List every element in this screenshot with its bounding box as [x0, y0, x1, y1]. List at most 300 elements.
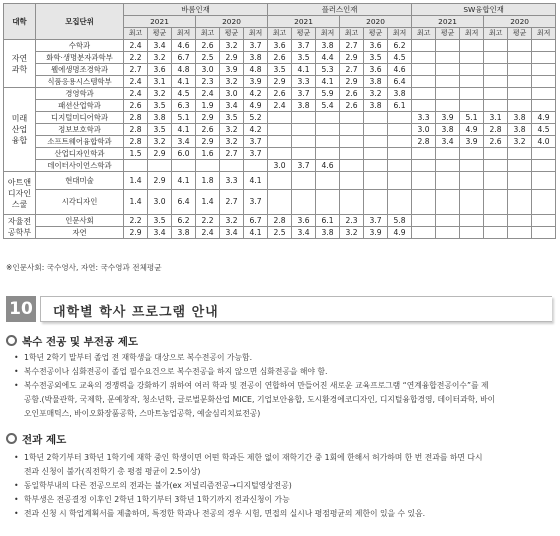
- list-item-continuation: 전과 신청이 불가(직전학기 총 평점 평균이 2.5이상): [24, 467, 201, 476]
- score-cell: [484, 100, 508, 112]
- score-cell: 2.5: [268, 227, 292, 239]
- score-cell: [364, 172, 388, 190]
- score-cell: 3.9: [436, 112, 460, 124]
- score-cell: 3.6: [364, 64, 388, 76]
- score-cell: [316, 112, 340, 124]
- score-cell: 3.5: [220, 112, 244, 124]
- score-cell: 4.8: [244, 64, 268, 76]
- score-cell: 3.8: [148, 112, 172, 124]
- score-cell: 3.3: [292, 76, 316, 88]
- score-cell: 3.4: [220, 100, 244, 112]
- score-cell: 3.8: [508, 112, 532, 124]
- unit-cell: 패션산업학과: [36, 100, 124, 112]
- stat-header: 최저: [532, 28, 556, 40]
- score-cell: [508, 76, 532, 88]
- score-cell: [340, 160, 364, 172]
- score-cell: [532, 76, 556, 88]
- section-title: 대학별 학사 프로그램 안내: [53, 305, 219, 320]
- score-cell: 3.4: [436, 136, 460, 148]
- score-cell: [316, 148, 340, 160]
- score-cell: 2.4: [196, 88, 220, 100]
- score-cell: 6.4: [388, 76, 412, 88]
- score-cell: 2.8: [124, 136, 148, 148]
- score-cell: 5.8: [388, 215, 412, 227]
- score-cell: 2.4: [124, 40, 148, 52]
- score-cell: [508, 64, 532, 76]
- score-cell: [532, 172, 556, 190]
- score-cell: [364, 136, 388, 148]
- score-cell: [460, 52, 484, 64]
- score-cell: 3.7: [292, 88, 316, 100]
- score-cell: 4.6: [388, 64, 412, 76]
- score-cell: 2.9: [196, 136, 220, 148]
- stat-header: 평균: [220, 28, 244, 40]
- score-cell: [388, 112, 412, 124]
- score-cell: [388, 148, 412, 160]
- score-cell: 2.4: [196, 227, 220, 239]
- list-item-continuation: 오인포매틱스, 바이오화장품공학, 스마트농업공학, 예술심리치료전공): [24, 409, 261, 418]
- stat-header: 최고: [340, 28, 364, 40]
- score-cell: [508, 160, 532, 172]
- score-cell: [364, 148, 388, 160]
- score-cell: [532, 160, 556, 172]
- score-cell: 2.9: [148, 148, 172, 160]
- score-cell: [436, 160, 460, 172]
- score-cell: 2.6: [340, 88, 364, 100]
- score-cell: 2.4: [268, 100, 292, 112]
- score-cell: [268, 124, 292, 136]
- score-cell: [460, 227, 484, 239]
- score-cell: 2.7: [220, 190, 244, 215]
- unit-cell: 화학·생명분자과학부: [36, 52, 124, 64]
- score-cell: [484, 215, 508, 227]
- score-cell: 3.0: [196, 64, 220, 76]
- score-cell: 3.4: [148, 40, 172, 52]
- score-cell: 3.2: [148, 136, 172, 148]
- score-cell: 3.7: [292, 160, 316, 172]
- score-cell: [460, 172, 484, 190]
- score-cell: [484, 190, 508, 215]
- score-cell: [412, 88, 436, 100]
- stat-header: 최고: [412, 28, 436, 40]
- score-cell: 2.8: [484, 124, 508, 136]
- table-row: [4, 215, 556, 227]
- score-cell: [484, 52, 508, 64]
- score-cell: 4.2: [244, 88, 268, 100]
- score-cell: [292, 172, 316, 190]
- score-cell: [484, 172, 508, 190]
- table-row: [4, 190, 556, 215]
- stat-header: 최고: [268, 28, 292, 40]
- score-cell: [532, 88, 556, 100]
- score-cell: [508, 100, 532, 112]
- score-cell: 2.9: [148, 172, 172, 190]
- score-cell: 3.2: [508, 136, 532, 148]
- year-header: 2021: [412, 16, 484, 28]
- score-cell: 3.9: [460, 136, 484, 148]
- score-cell: [436, 227, 460, 239]
- score-cell: 3.2: [220, 124, 244, 136]
- score-cell: 3.4: [292, 227, 316, 239]
- score-cell: 3.6: [292, 215, 316, 227]
- score-cell: 3.8: [172, 227, 196, 239]
- score-cell: 4.1: [172, 172, 196, 190]
- score-cell: 4.4: [316, 52, 340, 64]
- score-cell: [460, 76, 484, 88]
- list-item: • 복수전공이나 심화전공이 졸업 필수요건으로 복수전공을 하지 않으면 심화전공을 해야 함.: [14, 367, 328, 376]
- stat-header: 최저: [244, 28, 268, 40]
- score-cell: 3.8: [364, 76, 388, 88]
- score-cell: [172, 160, 196, 172]
- stat-header: 평균: [436, 28, 460, 40]
- score-cell: 2.4: [124, 88, 148, 100]
- score-cell: 2.8: [124, 112, 148, 124]
- score-cell: 3.8: [436, 124, 460, 136]
- score-cell: 5.1: [172, 112, 196, 124]
- college-cell: 미래 산업 융합: [4, 88, 36, 172]
- score-cell: 3.2: [220, 136, 244, 148]
- unit-cell: 자연: [36, 227, 124, 239]
- score-cell: [364, 124, 388, 136]
- score-cell: [532, 52, 556, 64]
- section-title-box: [40, 296, 552, 322]
- score-cell: 4.1: [292, 64, 316, 76]
- score-cell: [436, 190, 460, 215]
- score-cell: 3.8: [244, 52, 268, 64]
- score-cell: [460, 40, 484, 52]
- score-cell: [340, 190, 364, 215]
- score-cell: [412, 215, 436, 227]
- score-cell: [316, 190, 340, 215]
- score-cell: 3.5: [148, 124, 172, 136]
- score-cell: 4.2: [244, 124, 268, 136]
- transfer-heading: 전과 제도: [6, 432, 66, 447]
- score-cell: 2.9: [196, 112, 220, 124]
- unit-cell: 식품응용시스템학부: [36, 76, 124, 88]
- score-cell: [316, 124, 340, 136]
- score-cell: [508, 215, 532, 227]
- score-cell: 3.2: [340, 227, 364, 239]
- score-cell: 1.6: [196, 148, 220, 160]
- table-row: [4, 124, 556, 136]
- score-cell: 3.7: [244, 148, 268, 160]
- score-cell: [388, 172, 412, 190]
- score-cell: [436, 215, 460, 227]
- score-cell: 4.9: [532, 112, 556, 124]
- score-cell: [268, 172, 292, 190]
- score-cell: 2.9: [340, 76, 364, 88]
- score-cell: [340, 136, 364, 148]
- score-cell: [292, 112, 316, 124]
- score-cell: [460, 215, 484, 227]
- list-item-continuation: 공함.(박물관학, 국제학, 문예창작, 청소년학, 글로벌문화산업 MICE, 기업보안융합, 도시환경에코디자인, 디지털융합경영, 데이터과학, 바이: [24, 395, 496, 404]
- score-cell: [508, 227, 532, 239]
- score-cell: [484, 40, 508, 52]
- list-item: • 동일학부내의 다른 전공으로의 전과는 불가(ex 저널리즘전공→디지털영상전공): [14, 481, 292, 490]
- score-cell: 2.7: [340, 64, 364, 76]
- group-header-sw: SW융합인재: [412, 4, 556, 16]
- score-cell: [460, 100, 484, 112]
- stat-header: 최고: [196, 28, 220, 40]
- score-cell: 1.4: [196, 190, 220, 215]
- score-cell: 6.0: [172, 148, 196, 160]
- unit-cell: 수학과: [36, 40, 124, 52]
- score-cell: [220, 160, 244, 172]
- score-cell: 2.7: [124, 64, 148, 76]
- table-row: [4, 64, 556, 76]
- score-cell: 3.3: [220, 172, 244, 190]
- score-cell: [460, 190, 484, 215]
- score-cell: [340, 172, 364, 190]
- score-cell: [436, 100, 460, 112]
- score-cell: [412, 52, 436, 64]
- score-cell: 3.2: [220, 76, 244, 88]
- unit-cell: 산업디자인학과: [36, 148, 124, 160]
- score-cell: [268, 136, 292, 148]
- score-cell: [124, 160, 148, 172]
- score-cell: [412, 227, 436, 239]
- score-cell: 3.7: [244, 40, 268, 52]
- score-cell: 5.2: [244, 112, 268, 124]
- stat-header: 최저: [388, 28, 412, 40]
- unit-cell: 인문사회: [36, 215, 124, 227]
- score-cell: 3.8: [316, 40, 340, 52]
- score-cell: 3.8: [316, 227, 340, 239]
- score-cell: 3.9: [244, 76, 268, 88]
- table-row: [4, 88, 556, 100]
- score-cell: [268, 112, 292, 124]
- score-cell: [484, 227, 508, 239]
- score-cell: [364, 112, 388, 124]
- stat-header: 평균: [508, 28, 532, 40]
- score-cell: 2.6: [340, 100, 364, 112]
- score-cell: 4.9: [460, 124, 484, 136]
- score-cell: [340, 148, 364, 160]
- score-cell: 6.1: [316, 215, 340, 227]
- score-cell: [532, 227, 556, 239]
- section-number: 10: [6, 296, 36, 322]
- score-cell: [484, 64, 508, 76]
- score-cell: [244, 160, 268, 172]
- score-cell: [412, 190, 436, 215]
- score-cell: 3.2: [364, 88, 388, 100]
- score-cell: [268, 190, 292, 215]
- score-cell: [148, 160, 172, 172]
- score-cell: [508, 88, 532, 100]
- year-header: 2021: [124, 16, 196, 28]
- stat-header: 평균: [364, 28, 388, 40]
- score-cell: 3.7: [244, 190, 268, 215]
- stat-header: 최저: [172, 28, 196, 40]
- score-cell: 3.2: [148, 88, 172, 100]
- score-cell: [196, 160, 220, 172]
- score-cell: 2.3: [340, 215, 364, 227]
- stat-header: 평균: [292, 28, 316, 40]
- score-cell: 3.0: [220, 88, 244, 100]
- score-cell: 4.6: [316, 160, 340, 172]
- score-cell: [292, 148, 316, 160]
- list-item: • 1학년 2학기부터 3학년 1학기에 재학 중인 학생이면 어떤 학과든 제한 없이 재학기간 중 1회에 한해서 허가하며 한 번 전과를 하면 다시: [14, 453, 483, 462]
- score-cell: [292, 124, 316, 136]
- score-cell: 4.5: [532, 124, 556, 136]
- table-row: [4, 136, 556, 148]
- score-cell: 3.9: [220, 64, 244, 76]
- score-cell: 4.5: [388, 52, 412, 64]
- score-cell: [364, 160, 388, 172]
- section-header: [0, 292, 560, 326]
- score-cell: 3.6: [268, 40, 292, 52]
- stat-header: 최고: [124, 28, 148, 40]
- score-cell: 3.0: [412, 124, 436, 136]
- college-cell: 자율전 공학부: [4, 215, 36, 239]
- score-cell: [508, 190, 532, 215]
- list-item: • 복수전공외에도 교육의 경쟁력을 강화하기 위하여 여러 학과 및 전공이 연합하여 만들어진 새로운 교육프로그램 “연계융합전공이수”를 제: [14, 381, 489, 390]
- score-cell: 3.5: [148, 100, 172, 112]
- score-cell: [484, 160, 508, 172]
- table-row: [4, 52, 556, 64]
- score-cell: 3.7: [364, 215, 388, 227]
- score-cell: [532, 64, 556, 76]
- score-cell: [460, 160, 484, 172]
- stat-header: 최저: [316, 28, 340, 40]
- table-row: [4, 100, 556, 112]
- college-cell: 자연 과학: [4, 40, 36, 88]
- score-cell: 2.6: [196, 124, 220, 136]
- admission-score-table: [3, 3, 556, 239]
- table-row: [4, 160, 556, 172]
- score-cell: 1.4: [124, 190, 148, 215]
- score-cell: [508, 52, 532, 64]
- score-cell: [316, 172, 340, 190]
- score-cell: [388, 160, 412, 172]
- college-header: 대학: [4, 4, 36, 40]
- score-cell: 4.9: [388, 227, 412, 239]
- score-cell: 3.5: [292, 52, 316, 64]
- unit-cell: 시각디자인: [36, 190, 124, 215]
- score-cell: 4.9: [244, 100, 268, 112]
- score-cell: 2.7: [220, 148, 244, 160]
- stat-header: 평균: [148, 28, 172, 40]
- score-cell: 3.0: [268, 160, 292, 172]
- year-header: 2021: [268, 16, 340, 28]
- score-cell: [508, 40, 532, 52]
- score-cell: [532, 100, 556, 112]
- score-cell: 2.9: [124, 227, 148, 239]
- circle-bullet-icon: [6, 433, 17, 444]
- score-cell: [484, 88, 508, 100]
- score-cell: 2.2: [124, 215, 148, 227]
- circle-bullet-icon: [6, 335, 17, 346]
- score-cell: 3.2: [220, 40, 244, 52]
- score-cell: 3.7: [244, 136, 268, 148]
- group-header-plus: 플러스인재: [268, 4, 412, 16]
- score-cell: 2.9: [220, 52, 244, 64]
- score-cell: 1.5: [124, 148, 148, 160]
- score-cell: 5.4: [316, 100, 340, 112]
- score-cell: [340, 112, 364, 124]
- score-cell: [436, 76, 460, 88]
- year-header: 2020: [484, 16, 556, 28]
- score-cell: 4.1: [172, 76, 196, 88]
- score-cell: 3.8: [292, 100, 316, 112]
- score-cell: [436, 52, 460, 64]
- score-cell: 1.8: [196, 172, 220, 190]
- score-cell: [412, 100, 436, 112]
- score-cell: 3.0: [148, 190, 172, 215]
- unit-cell: 데이터사이언스학과: [36, 160, 124, 172]
- score-cell: [388, 190, 412, 215]
- score-cell: 3.4: [172, 136, 196, 148]
- score-cell: 6.3: [172, 100, 196, 112]
- score-cell: 2.9: [268, 76, 292, 88]
- score-cell: [508, 148, 532, 160]
- score-cell: 3.2: [220, 215, 244, 227]
- stat-header: 최고: [484, 28, 508, 40]
- unit-cell: 디지털미디어학과: [36, 112, 124, 124]
- college-cell: 아트앤 디자인 스쿨: [4, 172, 36, 215]
- score-cell: [412, 172, 436, 190]
- score-cell: 6.7: [172, 52, 196, 64]
- score-cell: 2.8: [412, 136, 436, 148]
- score-cell: 3.2: [148, 52, 172, 64]
- score-cell: 3.3: [412, 112, 436, 124]
- score-cell: 3.5: [148, 215, 172, 227]
- score-cell: 2.4: [124, 76, 148, 88]
- score-cell: 6.2: [388, 40, 412, 52]
- score-cell: 3.6: [364, 40, 388, 52]
- score-cell: [436, 88, 460, 100]
- score-cell: 2.5: [196, 52, 220, 64]
- table-row: [4, 172, 556, 190]
- score-cell: [412, 64, 436, 76]
- score-cell: [460, 148, 484, 160]
- score-cell: 3.6: [148, 64, 172, 76]
- score-cell: 2.6: [268, 52, 292, 64]
- score-cell: [532, 148, 556, 160]
- score-cell: [460, 88, 484, 100]
- unit-cell: 현대미술: [36, 172, 124, 190]
- score-cell: [436, 148, 460, 160]
- unit-cell: 소프트웨어융합학과: [36, 136, 124, 148]
- score-cell: [388, 124, 412, 136]
- table-row: [4, 40, 556, 52]
- score-cell: [412, 40, 436, 52]
- score-cell: 1.9: [196, 100, 220, 112]
- score-cell: 4.1: [316, 76, 340, 88]
- score-cell: 3.5: [364, 52, 388, 64]
- list-item: • 학부생은 전공결정 이후인 2학년 1학기부터 3학년 1학기까지 전과신청이 가능: [14, 495, 290, 504]
- score-cell: 4.1: [244, 227, 268, 239]
- table-row: [4, 148, 556, 160]
- score-cell: [316, 136, 340, 148]
- table-row: [4, 112, 556, 124]
- score-cell: 2.9: [340, 52, 364, 64]
- score-cell: [484, 148, 508, 160]
- score-cell: 2.8: [124, 124, 148, 136]
- score-cell: 6.1: [388, 100, 412, 112]
- score-cell: 2.6: [484, 136, 508, 148]
- score-cell: [532, 215, 556, 227]
- unit-cell: 웰에생명조경학과: [36, 64, 124, 76]
- score-cell: [412, 76, 436, 88]
- score-cell: 4.1: [172, 124, 196, 136]
- list-item: • 1학년 2학기 말부터 졸업 전 재학생을 대상으로 복수전공이 가능함.: [14, 353, 253, 362]
- score-cell: 3.1: [484, 112, 508, 124]
- stat-header: 최저: [460, 28, 484, 40]
- score-cell: 1.4: [124, 172, 148, 190]
- score-cell: [268, 148, 292, 160]
- score-cell: 3.4: [148, 227, 172, 239]
